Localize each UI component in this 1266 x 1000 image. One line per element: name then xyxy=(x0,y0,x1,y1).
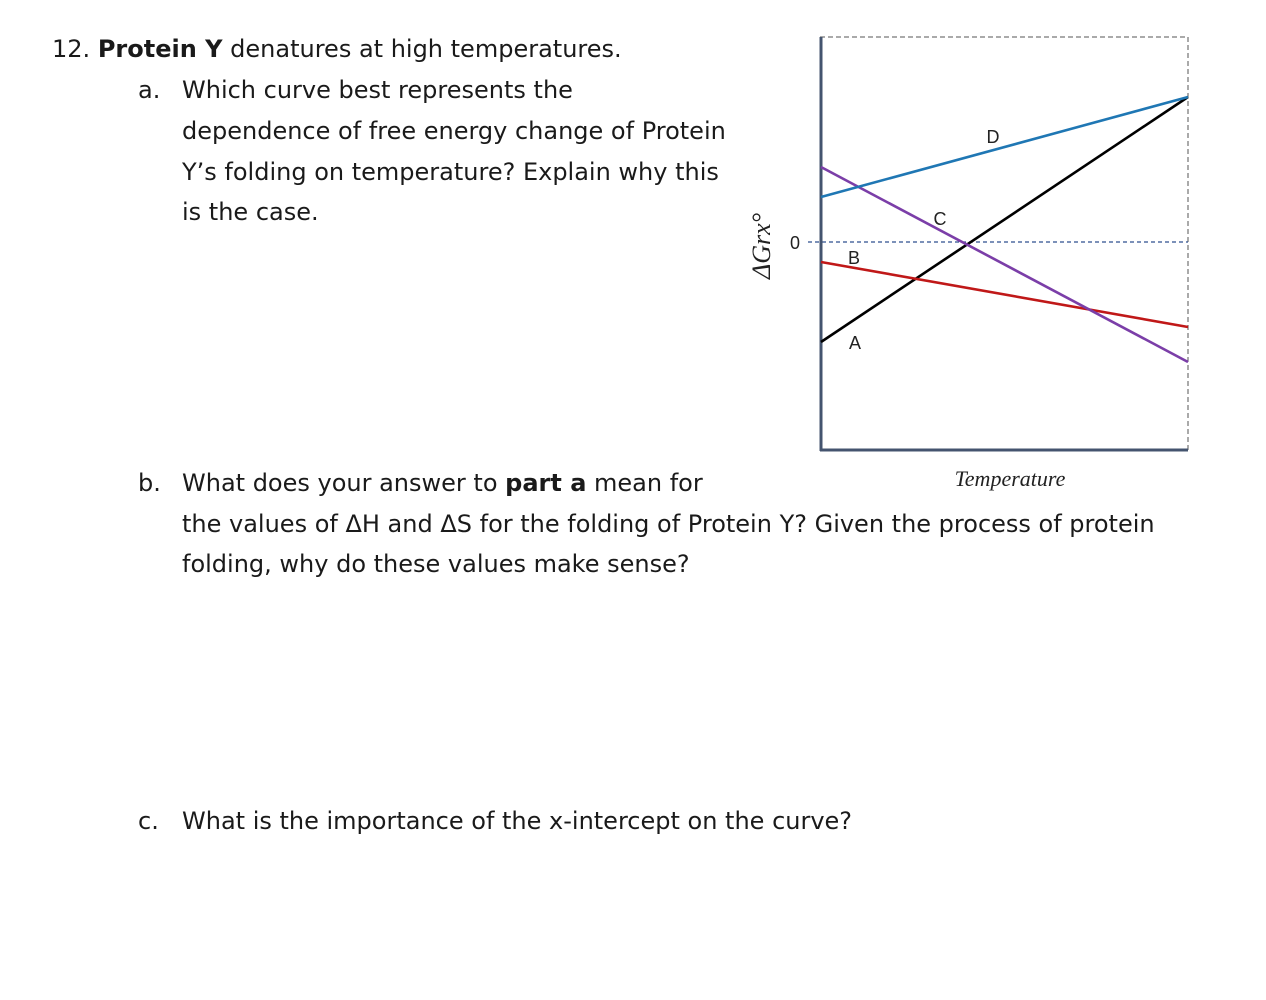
y-tick-zero: 0 xyxy=(790,233,801,253)
y-axis-title: ΔGrx° xyxy=(747,212,776,280)
x-axis-title: Temperature xyxy=(954,466,1066,491)
curve-label-b: B xyxy=(847,248,861,268)
part-a-line-2: dependence of free energy change of Protein xyxy=(182,117,726,145)
part-b-line-3: folding, why do these values make sense? xyxy=(182,550,690,578)
series-line-c xyxy=(821,167,1188,362)
part-b-letter: b. xyxy=(138,469,161,497)
series-line-a xyxy=(821,97,1188,342)
part-b-line-1-bold: part a xyxy=(505,469,587,497)
part-c-letter: c. xyxy=(138,807,159,835)
curve-label-a: A xyxy=(848,333,862,353)
part-c-text: What is the importance of the x-intercept on the curve? xyxy=(182,807,853,835)
part-b-line-2: the values of ΔH and ΔS for the folding of Protein Y? Given the process of protein xyxy=(182,510,1155,538)
curve-label-c: C xyxy=(933,209,947,229)
series-line-b xyxy=(821,262,1188,327)
series-layer xyxy=(821,97,1188,362)
series-line-d xyxy=(821,97,1188,197)
curve-label-d: D xyxy=(986,127,1000,147)
part-a-line-1: Which curve best represents the xyxy=(182,76,573,104)
question-number: 12. xyxy=(52,35,91,63)
part-a-line-3: Y’s folding on temperature? Explain why this xyxy=(182,158,719,186)
part-a-line-4: is the case. xyxy=(182,198,319,226)
protein-name: Protein Y xyxy=(97,35,223,63)
part-b-line-1 xyxy=(182,468,703,498)
question-title-rest: denatures at high temperatures. xyxy=(230,35,622,63)
part-b-line-1-start: What does your answer to xyxy=(182,469,498,497)
part-b-line-1-end: mean for xyxy=(594,469,703,497)
part-a-letter: a. xyxy=(138,76,161,104)
